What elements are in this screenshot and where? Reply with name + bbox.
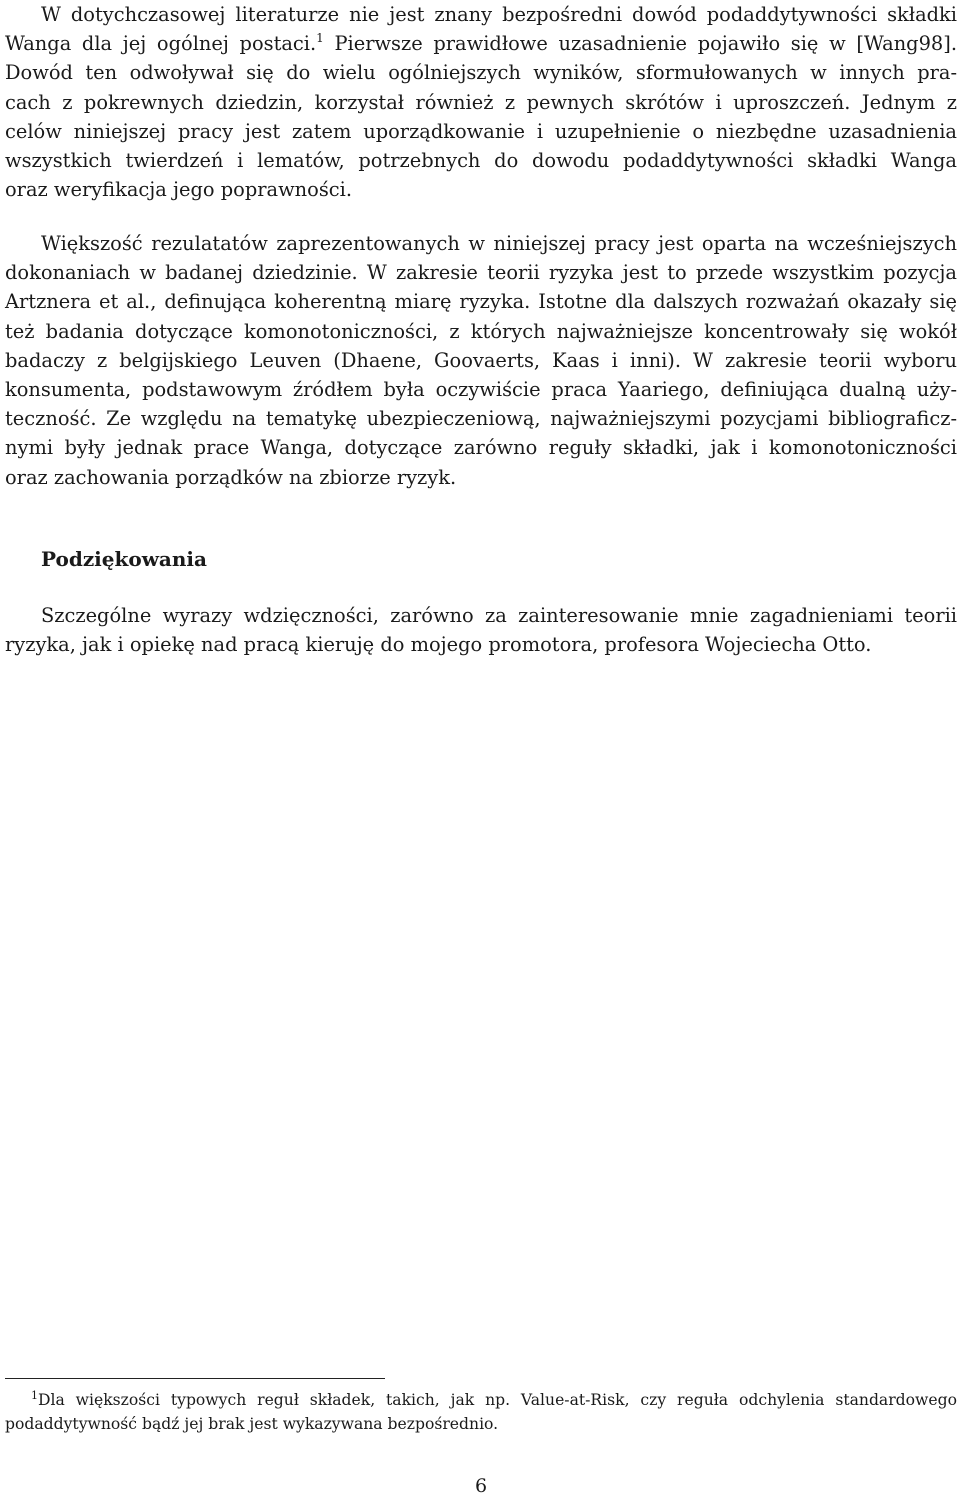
footnote-reference[interactable]: 1	[316, 31, 324, 46]
paragraph-sources	[5, 229, 957, 492]
text-line: badaczy z belgijskiego Leuven (Dhaene, Goovaerts, Kaas i inni). W zakresie teorii wyboru	[5, 348, 957, 372]
text-line: dokonaniach w badanej dziedzinie. W zakresie teorii ryzyka jest to przede wszystkim pozycja	[5, 261, 957, 285]
text-line: oraz zachowania porządków na zbiorze ryzyk.	[5, 465, 457, 489]
text-line: ryzyka, jak i opiekę nad pracą kieruję do mojego promotora, profesora Wojeciecha Otto.	[5, 633, 872, 657]
text-line: teczność. Ze względu na tematykę ubezpieczeniową, najważniejszymi pozycjami bibliograficz-	[5, 407, 957, 431]
text-line: konsumenta, podstawowym źródłem była oczywiście praca Yaariego, definiująca dualną uży-	[5, 377, 957, 401]
text-line: wszystkich twierdzeń i lematów, potrzebnych do dowodu podaddytywności składki Wanga	[5, 148, 957, 172]
text-line: też badania dotyczące komonotoniczności, z których najważniejsze koncentrowały się wokół	[5, 319, 957, 343]
section-heading-acknowledgements: Podziękowania	[41, 547, 207, 571]
document-page	[5, 0, 957, 1498]
footnote-line: podaddytywność bądź jej brak jest wykazywana bezpośrednio.	[5, 1415, 499, 1433]
text-line: nymi były jednak prace Wanga, dotyczące zarówno reguły składki, jak i komonotoniczności	[5, 436, 957, 460]
text-line: cach z pokrewnych dziedzin, korzystał również z pewnych skrótów i uproszczeń. Jednym z	[5, 90, 957, 114]
text-line: celów niniejszej pracy jest zatem uporządkowanie i uzupełnienie o niezbędne uzasadnienia	[5, 119, 957, 143]
text-line: Większość rezulatatów zaprezentowanych w niniejszej pracy jest oparta na wcześniejszych	[41, 232, 957, 255]
footnote	[5, 1388, 957, 1436]
footnote-line: $^1$Dla większości typowych reguł składek, takich, jak np. Value-at-Risk, czy reguła odchylenia standardowego	[31, 1389, 957, 1409]
page-number: 6	[474, 1475, 488, 1497]
footnote-divider	[5, 1378, 385, 1379]
text-line: Dowód ten odwoływał się do wielu ogólniejszych wyników, sformułowanych w innych pra-	[5, 61, 957, 85]
footnote-marker: 1	[31, 1389, 38, 1402]
text-line: Szczególne wyrazy wdzięczności, zarówno za zainteresowanie mnie zagadnieniami teorii	[41, 604, 957, 627]
text-line: Artznera et al., definująca koherentną miarę ryzyka. Istotne dla dalszych rozważań okazały się	[5, 290, 957, 314]
paragraph-intro	[5, 0, 957, 204]
paragraph-acknowledgements	[5, 601, 957, 659]
text-line-with-footnote: Wanga dla jej ogólnej postaci.$^1$ Pierwsze prawidłowe uzasadnienie pojawiło się w [Wang98].	[5, 31, 958, 56]
text-line: W dotychczasowej literaturze nie jest znany bezpośredni dowód podaddytywności składki	[41, 3, 957, 26]
text-line: oraz weryfikacja jego poprawności.	[5, 178, 353, 202]
